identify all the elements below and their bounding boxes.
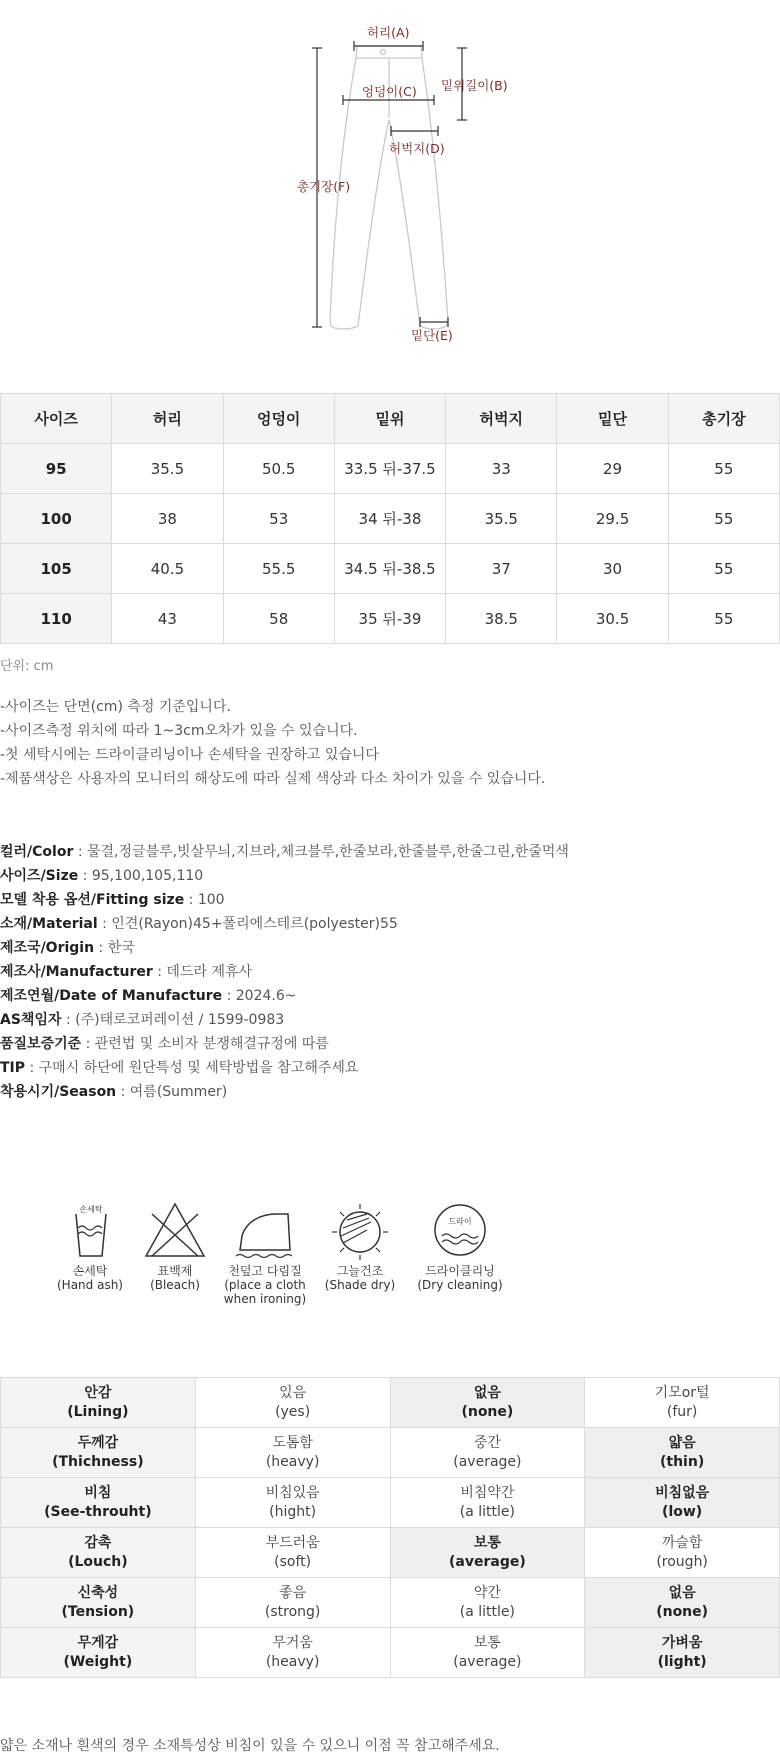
fabric-option-en: (average) (449, 1553, 526, 1570)
care-dry-cleaning (415, 1200, 505, 1292)
unit-label: 단위: cm (0, 659, 54, 674)
fabric-option (195, 1378, 390, 1428)
fabric-label-en: (Weight) (63, 1653, 133, 1670)
fabric-row (1, 1428, 780, 1478)
care-instructions (57, 1200, 550, 1330)
fabric-attribute-label (1, 1428, 196, 1478)
spec-label: 모델 착용 옵션/Fitting size (0, 892, 185, 908)
fabric-option-selected (390, 1528, 585, 1578)
fabric-label-ko: 비침 (84, 1484, 112, 1501)
spec-value: : (주)태로코퍼레이션 / 1599-0983 (61, 1012, 285, 1028)
hem-label: 밑단(E) (411, 328, 453, 343)
fabric-label-ko: 감촉 (84, 1534, 112, 1551)
spec-label: 착용시기/Season (0, 1084, 117, 1100)
waist-label: 허리(A) (367, 25, 410, 40)
fabric-label-en: (Thichness) (52, 1453, 144, 1470)
spec-label: 제조사/Manufacturer (0, 964, 153, 980)
table-cell: 38.5 (446, 594, 557, 644)
column-header: 허리 (112, 394, 223, 444)
footer-note: 얇은 소재나 흰색의 경우 소재특성상 비침이 있을 수 있으니 이점 꼭 참고해주세요. (0, 1738, 500, 1754)
size-table (0, 393, 780, 644)
spec-season (0, 1080, 569, 1104)
table-cell: 37 (446, 544, 557, 594)
iron-with-cloth-icon (232, 1200, 298, 1260)
spec-fitting (0, 888, 569, 912)
fabric-option-ko: 좋음 (279, 1584, 307, 1601)
table-cell: 50.5 (223, 444, 334, 494)
fabric-option-en: (none) (656, 1603, 709, 1620)
care-caption: (Hand ash) (57, 1278, 123, 1292)
fabric-row (1, 1628, 780, 1678)
table-cell: 43 (112, 594, 223, 644)
care-no-bleach (130, 1200, 220, 1292)
spec-value: : 물결,정글블루,빗살무늬,지브라,체크블루,한줄보라,한줄블루,한줄그린,한줄먹색 (73, 844, 569, 860)
table-cell: 38 (112, 494, 223, 544)
spec-quality (0, 1032, 569, 1056)
fabric-option-en: (heavy) (265, 1453, 320, 1470)
hand-wash-icon (60, 1200, 120, 1260)
column-header: 엉덩이 (223, 394, 334, 444)
fabric-label-en: (Tension) (61, 1603, 135, 1620)
fabric-option (390, 1478, 585, 1528)
table-row (1, 544, 780, 594)
spec-value: : 한국 (94, 940, 135, 956)
table-cell: 33.5 뒤-37.5 (334, 444, 445, 494)
table-cell: 30 (557, 544, 668, 594)
fabric-label-ko: 안감 (84, 1384, 112, 1401)
pants-outline-icon (0, 0, 780, 380)
spec-color (0, 840, 569, 864)
care-caption: (Dry cleaning) (417, 1278, 503, 1292)
fabric-option-en: (thin) (660, 1453, 705, 1470)
fabric-option-selected (390, 1378, 585, 1428)
table-cell: 29.5 (557, 494, 668, 544)
care-caption: (Bleach) (150, 1278, 200, 1292)
fabric-option-selected (585, 1428, 780, 1478)
care-iron (220, 1200, 310, 1306)
fabric-attribute-label (1, 1378, 196, 1428)
spec-date (0, 984, 569, 1008)
table-row (1, 494, 780, 544)
fabric-label-ko: 신축성 (77, 1584, 119, 1601)
dry-cleaning-icon (430, 1200, 490, 1260)
fabric-option (390, 1428, 585, 1478)
column-header: 밑위 (334, 394, 445, 444)
care-hand-wash (45, 1200, 135, 1292)
note-line: -제품색상은 사용자의 모니터의 해상도에 따라 실제 색상과 다소 차이가 있을 수 있습니다. (0, 771, 546, 787)
spec-size (0, 864, 569, 888)
table-cell: 55 (668, 444, 779, 494)
fabric-label-ko: 두께감 (77, 1434, 119, 1451)
fabric-option-ko: 비침약간 (460, 1484, 515, 1501)
note-line: -첫 세탁시에는 드라이클리닝이나 손세탁을 권장하고 있습니다 (0, 747, 379, 763)
fabric-option-en: (none) (461, 1403, 514, 1420)
table-row (1, 594, 780, 644)
no-bleach-icon (142, 1200, 208, 1260)
column-header: 총기장 (668, 394, 779, 444)
table-cell: 100 (1, 494, 112, 544)
size-notes (0, 695, 545, 791)
fabric-option-en: (soft) (274, 1553, 312, 1570)
fabric-option-ko: 없음 (668, 1584, 696, 1601)
fabric-option-ko: 비침없음 (655, 1484, 710, 1501)
table-cell: 33 (446, 444, 557, 494)
table-cell: 35.5 (446, 494, 557, 544)
care-caption: 그늘건조 (336, 1264, 384, 1278)
fabric-option-en: (a little) (459, 1603, 515, 1620)
fabric-option-en: (hight) (269, 1503, 317, 1520)
fabric-option-selected (585, 1628, 780, 1678)
fabric-attribute-label (1, 1478, 196, 1528)
fabric-option-en: (rough) (656, 1553, 708, 1570)
fabric-option-en: (average) (453, 1453, 522, 1470)
fabric-option-en: (light) (657, 1653, 707, 1670)
fabric-option-ko: 비침있음 (265, 1484, 320, 1501)
column-header: 허벅지 (446, 394, 557, 444)
table-cell: 34 뒤-38 (334, 494, 445, 544)
fabric-option-ko: 없음 (473, 1384, 501, 1401)
table-cell: 34.5 뒤-38.5 (334, 544, 445, 594)
table-cell: 35 뒤-39 (334, 594, 445, 644)
spec-label: 소재/Material (0, 916, 98, 932)
care-caption: (Shade dry) (324, 1278, 396, 1292)
fabric-option (585, 1378, 780, 1428)
fabric-option (390, 1628, 585, 1678)
fabric-row (1, 1578, 780, 1628)
table-cell: 30.5 (557, 594, 668, 644)
fabric-option-ko: 보통 (473, 1534, 501, 1551)
fabric-option-ko: 부드러움 (265, 1534, 320, 1551)
spec-label: 제조국/Origin (0, 940, 95, 956)
table-row (1, 444, 780, 494)
fabric-row (1, 1528, 780, 1578)
fabric-option (195, 1428, 390, 1478)
fabric-label-en: (Lining) (67, 1403, 129, 1420)
fabric-row (1, 1378, 780, 1428)
fabric-label-en: (See-throuht) (44, 1503, 152, 1520)
shade-dry-icon (327, 1200, 393, 1260)
fabric-option (195, 1578, 390, 1628)
fabric-option-en: (strong) (264, 1603, 321, 1620)
spec-origin (0, 936, 569, 960)
spec-value: : 인견(Rayon)45+폴리에스테르(polyester)55 (97, 916, 398, 932)
fabric-option-ko: 가벼움 (661, 1634, 703, 1651)
care-caption: 표백제 (157, 1264, 193, 1278)
table-cell: 55 (668, 494, 779, 544)
fabric-option-en: (low) (662, 1503, 703, 1520)
fabric-option-en: (heavy) (265, 1653, 320, 1670)
fabric-option-en: (a little) (459, 1503, 515, 1520)
fabric-option-ko: 까슬함 (661, 1534, 703, 1551)
fabric-table (0, 1377, 780, 1678)
spec-label: 제조연월/Date of Manufacture (0, 988, 223, 1004)
table-cell: 55 (668, 544, 779, 594)
spec-material (0, 912, 569, 936)
fabric-option-en: (average) (453, 1653, 522, 1670)
care-caption: when ironing) (223, 1292, 307, 1306)
fabric-option-ko: 기모or털 (654, 1384, 710, 1401)
care-shade-dry (315, 1200, 405, 1292)
fabric-option (195, 1478, 390, 1528)
fabric-option-selected (585, 1478, 780, 1528)
fabric-option (195, 1528, 390, 1578)
spec-as (0, 1008, 569, 1032)
fabric-label-ko: 무게감 (77, 1634, 119, 1651)
spec-label: 컬러/Color (0, 844, 74, 860)
fabric-option-selected (585, 1578, 780, 1628)
spec-label: AS책임자 (0, 1012, 62, 1028)
spec-value: : 구매시 하단에 원단특성 및 세탁방법을 참고해주세요 (25, 1060, 359, 1076)
spec-label: 품질보증기준 (0, 1036, 82, 1052)
care-caption: 천덮고 다림질 (228, 1264, 302, 1278)
table-cell: 35.5 (112, 444, 223, 494)
spec-value: : 여름(Summer) (116, 1084, 228, 1100)
spec-tip (0, 1056, 569, 1080)
spec-value: : 100 (184, 892, 225, 908)
table-cell: 110 (1, 594, 112, 644)
dry-cleaning-badge: 드라이 (448, 1217, 472, 1226)
care-caption: 손세탁 (72, 1264, 108, 1278)
note-line: -사이즈측정 위치에 따라 1~3cm오차가 있을 수 있습니다. (0, 723, 358, 739)
fabric-option-ko: 있음 (279, 1384, 307, 1401)
fabric-attribute-label (1, 1578, 196, 1628)
spec-manufacturer (0, 960, 569, 984)
fabric-option (195, 1628, 390, 1678)
rise-label: 밑위길이(B) (441, 78, 508, 93)
fabric-option (585, 1528, 780, 1578)
table-cell: 53 (223, 494, 334, 544)
table-cell: 95 (1, 444, 112, 494)
size-table-header-row (1, 394, 780, 444)
fabric-option-ko: 얇음 (668, 1434, 696, 1451)
fabric-option-ko: 약간 (473, 1584, 501, 1601)
table-cell: 58 (223, 594, 334, 644)
table-cell: 55.5 (223, 544, 334, 594)
spec-label: 사이즈/Size (0, 868, 79, 884)
table-cell: 29 (557, 444, 668, 494)
fabric-option-ko: 무거움 (272, 1634, 313, 1651)
fabric-option-en: (yes) (275, 1403, 311, 1420)
fabric-row (1, 1478, 780, 1528)
spec-label: TIP (0, 1060, 26, 1076)
fabric-attribute-label (1, 1628, 196, 1678)
pants-measurement-diagram (0, 0, 780, 380)
hand-wash-badge: 손세탁 (79, 1205, 103, 1214)
length-label: 총기장(F) (297, 179, 351, 194)
table-cell: 105 (1, 544, 112, 594)
spec-value: : 95,100,105,110 (78, 868, 204, 884)
fabric-attribute-label (1, 1528, 196, 1578)
care-caption: (place a cloth (224, 1278, 306, 1292)
fabric-option-ko: 도톰함 (272, 1434, 313, 1451)
fabric-option-ko: 보통 (473, 1634, 501, 1651)
table-cell: 55 (668, 594, 779, 644)
spec-value: : 관련법 및 소비자 분쟁해결규정에 따름 (81, 1036, 329, 1052)
note-line: -사이즈는 단면(cm) 측정 기준입니다. (0, 699, 231, 715)
column-header: 밑단 (557, 394, 668, 444)
table-cell: 40.5 (112, 544, 223, 594)
fabric-option-en: (fur) (666, 1403, 698, 1420)
spec-value: : 2024.6~ (222, 988, 297, 1004)
fabric-label-en: (Louch) (68, 1553, 128, 1570)
fabric-option-ko: 중간 (473, 1434, 501, 1451)
care-caption: 드라이클리닝 (425, 1264, 495, 1278)
spec-value: : 데드라 제휴사 (152, 964, 253, 980)
hip-label: 엉덩이(C) (362, 84, 417, 99)
fabric-option (390, 1578, 585, 1628)
thigh-label: 허벅지(D) (389, 141, 445, 156)
product-specs (0, 840, 569, 1104)
column-header: 사이즈 (1, 394, 112, 444)
